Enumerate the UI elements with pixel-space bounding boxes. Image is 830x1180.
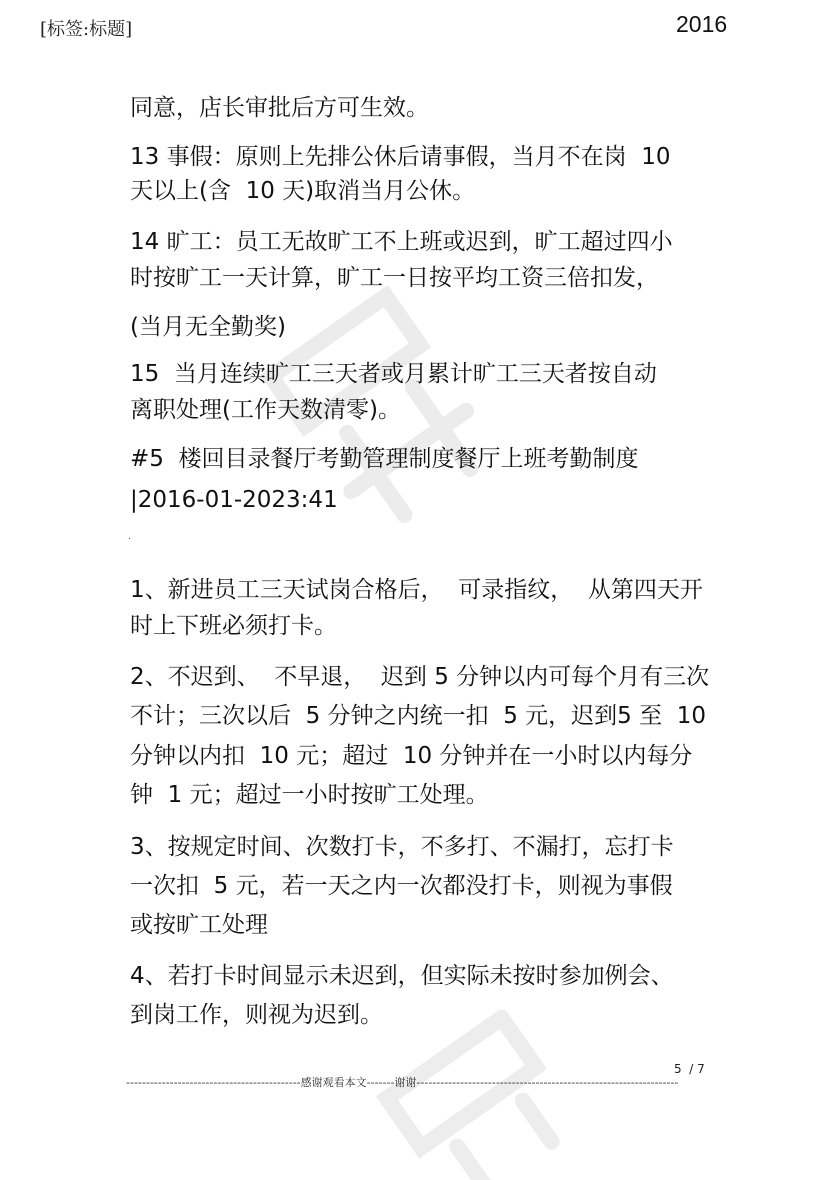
body-line: 15 当月连续旷工三天者或月累计旷工三天者按自动 bbox=[130, 361, 657, 387]
body-line: 天以上(含 10 天)取消当月公休。 bbox=[130, 178, 476, 204]
body-line: 离职处理(工作天数清零)。 bbox=[130, 397, 401, 423]
body-line: 或按旷工处理 bbox=[130, 912, 268, 938]
stray-mark: · bbox=[128, 534, 132, 545]
body-line: 分钟以内扣 10 元；超过 10 分钟并在一小时以内每分 bbox=[130, 743, 693, 769]
footer-text: --------------------------------------------感谢观看本文-------谢谢------------------------------------------------------------------ bbox=[126, 1076, 679, 1089]
header-year: 2016 bbox=[676, 11, 728, 37]
page-number: 5 / 7 bbox=[674, 1062, 705, 1076]
body-line: 不计；三次以后 5 分钟之内统一扣 5 元，迟到5 至 10 bbox=[130, 703, 706, 729]
body-line: 同意，店长审批后方可生效。 bbox=[130, 95, 429, 121]
header-tag: [标签:标题] bbox=[40, 19, 133, 40]
body-line: 2、不迟到、 不早退， 迟到 5 分钟以内可每个月有三次 bbox=[130, 664, 710, 690]
body-line: 钟 1 元；超过一小时按旷工处理。 bbox=[130, 782, 489, 808]
timestamp: |2016-01-2023:41 bbox=[130, 487, 338, 513]
body-line: 4、若打卡时间显示未迟到，但实际未按时参加例会、 bbox=[130, 963, 674, 989]
body-line: 14 旷工：员工无故旷工不上班或迟到，旷工超过四小 bbox=[130, 229, 673, 255]
body-line: 时上下班必须打卡。 bbox=[130, 613, 337, 639]
body-line: 一次扣 5 元，若一天之内一次都没打卡，则视为事假 bbox=[130, 873, 673, 899]
body-line: 3、按规定时间、次数打卡，不多打、不漏打，忘打卡 bbox=[130, 834, 674, 860]
body-line: 到岗工作，则视为迟到。 bbox=[130, 1002, 383, 1028]
body-line: 1、新进员工三天试岗合格后， 可录指纹， 从第四天开 bbox=[130, 577, 703, 603]
watermark-graphic-bottom bbox=[360, 1010, 580, 1180]
section-heading: #5 楼回目录餐厅考勤管理制度餐厅上班考勤制度 bbox=[130, 446, 639, 472]
body-line: (当月无全勤奖) bbox=[130, 314, 286, 340]
body-line: 时按旷工一天计算，旷工一日按平均工资三倍扣发， bbox=[130, 265, 659, 291]
body-line: 13 事假：原则上先排公休后请事假，当月不在岗 10 bbox=[130, 144, 671, 170]
